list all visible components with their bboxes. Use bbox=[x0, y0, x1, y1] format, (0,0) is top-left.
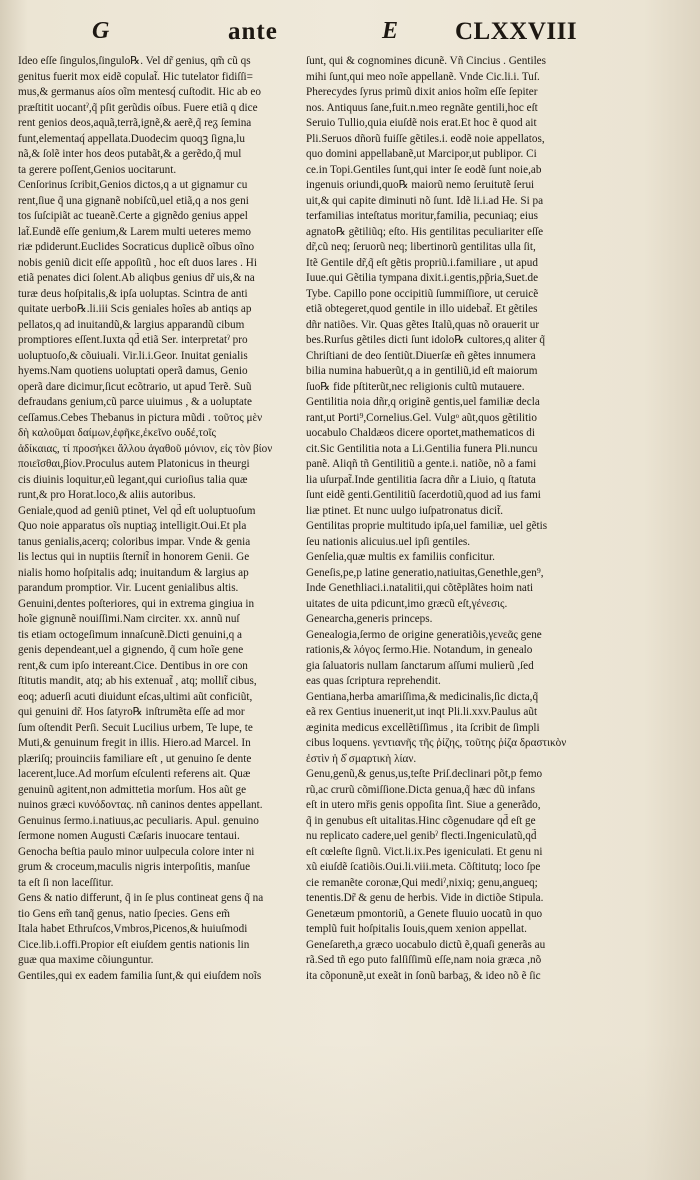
text-line: Genetæum pmontoriũ, a Genete fluuio uocatũ in quo bbox=[306, 907, 543, 920]
text-line: æginita medicus excellẽtiſſimus , ita ſcribit de ſimpli bbox=[306, 721, 540, 734]
text-line: Chriſtiani de deo ſentiũt.Diuerſæ eñ gẽtes innumera bbox=[306, 349, 536, 362]
left-text-column bbox=[18, 54, 300, 984]
text-line: Muti,& genuinum fregit in illis. Hiero.ad Marcel. In bbox=[18, 737, 251, 749]
text-line: Itala habet Ethruſcos,Vmbros,Picenos,& huiuſmodi bbox=[18, 923, 248, 935]
text-line: nã,& ſolẽ inter hos deos putabãt,& a gerẽdo,q̃ mul bbox=[18, 148, 242, 160]
text-line: rũ,ac crurũ cõmiſſione.Dicta genua,q̃ hæc dũ infans bbox=[306, 783, 535, 796]
text-line: bes.Rurſus gẽtiles dicti ſunt idolo℞ cultores,q aliter q̃ bbox=[306, 334, 546, 346]
text-line: Gentiana,herba amariſſima,& medicinalis,ſic dicta,q̃ bbox=[306, 690, 539, 703]
text-line: Quo noie apparatus oĩs nuptiaᵹ intelligit.Oui.Et pla bbox=[18, 520, 247, 532]
text-line: templũ fuit hoſpitalis Iouis,quem xenion appellat. bbox=[306, 923, 527, 935]
text-line: rent genios deos,aquã,terrã,ignẽ,& aerẽ,q̃ reᵹ ſemina bbox=[18, 117, 252, 129]
text-line: lat̃.Eundẽ eſſe genium,& Larem multi ueteres memo bbox=[18, 225, 251, 238]
text-line: uit,& qui capite diminuti nõ ſunt. Idẽ li.i.ad He. Si pa bbox=[306, 194, 544, 207]
header-right-letter: E bbox=[382, 18, 400, 44]
text-line: Gentiles,qui ex eadem familia ſunt,& qui eiuſdem noĩs bbox=[18, 969, 262, 982]
text-line: ingenuis oriundi,quo℞ maiorũ nemo ſeruitutẽ ſerui bbox=[306, 179, 535, 191]
text-line: Geneſis,pe,p latine generatio,natiuitas,Genethle,gen⁹, bbox=[306, 566, 544, 579]
text-line: bilia numina habuerũt,q a in gentiliũ,id eſt maiorum bbox=[306, 365, 538, 377]
text-line: liæ ptinet. Et nunc uulgo iuſpatronatus dicit̃. bbox=[306, 504, 503, 517]
text-line: grum & croceum,maculis nigris interpoſitis, manſue bbox=[18, 861, 251, 873]
text-line: panẽ. Aliqñ tñ Gentilitiũ a gente.i. natiõe, nõ a fami bbox=[306, 458, 537, 470]
text-line: Geniale,quod ad geniũ ptinet, Vel qd̃ eſt uoluptuoſum bbox=[18, 504, 256, 517]
text-line: qui genuini dr̃. Hos ſatyro℞ inſtrumẽta eſſe ad mor bbox=[18, 706, 245, 718]
text-line: ta eſt ſi non laceſſitur. bbox=[18, 876, 114, 889]
text-line: runt,& pro Horat.loco,& aliis autoribus. bbox=[18, 489, 196, 501]
text-line: Cenſorinus ſcribit,Genios dictos,q a ut gignamur cu bbox=[18, 179, 248, 191]
text-line: eas quas ſcriptura reprehendit. bbox=[306, 675, 441, 687]
text-line: Gentilitas proprie multitudo ipſa,uel familiæ, uel gẽtis bbox=[306, 520, 548, 532]
header-left-letter: G bbox=[92, 18, 111, 44]
text-line: guæ qua maxime cõiunguntur. bbox=[18, 954, 154, 966]
text-line: præſtitit uocantˀ,q̃ pſit gerũdis oíbus. Fuere etiã q dice bbox=[18, 101, 258, 114]
text-line: Gentilitia noia dñr,q originẽ gentis,uel familiæ decla bbox=[306, 396, 540, 408]
text-line: Tybe. Capillo pone occipitiũ ſummiſſiore, ut ceruicẽ bbox=[306, 287, 539, 300]
text-line: Itẽ Gentile dr̃,q̃ eſt gẽtis propriũ.i.familiare , ut apud bbox=[306, 256, 538, 269]
right-text-column bbox=[306, 54, 676, 984]
text-line: uitates de uita pdicunt,imo græcũ eſt,γένεσις. bbox=[306, 597, 508, 610]
text-line: eſt cœleſte ſignũ. Vict.li.ix.Pes igeniculati. Et genu ni bbox=[306, 845, 543, 858]
text-line: funt,elementaq́ appellata.Duodecim quoqꝫ ſigna,lu bbox=[18, 132, 245, 145]
text-line: cie remanẽte coronæ,Qui mediˀ,nixiq; genu,angueq; bbox=[306, 876, 538, 889]
text-line: cit.Sic Gentilitia nota a Li.Gentilia funera Pli.nuncu bbox=[306, 442, 538, 455]
header-word: ante bbox=[228, 18, 278, 45]
text-line: ſermone nomen Augusti Cæſaris inuocare tentaui. bbox=[18, 830, 240, 842]
text-line: Genealogia,ſermo de origine generatiõis,γενεᾶς gene bbox=[306, 628, 542, 641]
text-line: genuinũ agitent,non admittetia morſum. Hos aũt ge bbox=[18, 783, 247, 796]
text-line: riæ pdiderunt.Euclides Socraticus duplicẽ oĩbus oĩno bbox=[18, 241, 255, 253]
text-line: ta gerere poſſent,Genios uocitarunt. bbox=[18, 163, 177, 176]
text-line: etiã penates dici ſolent.Ab aliqbus genius dr̃ uis,& na bbox=[18, 272, 255, 284]
text-line: uocabulo Chaldæos dicere oportet,mathematicos di bbox=[306, 427, 535, 439]
text-line: rã.Sed tñ ego puto falſiſſimũ eſſe,nam noia græca ,nõ bbox=[306, 954, 542, 966]
text-line: ſunt eidẽ genti.Gentilitiũ ſacerdotiũ,quod ad ius fami bbox=[306, 489, 541, 501]
text-line: plæriſq; prouinciis familiare eſt , ut genuino ſe dente bbox=[18, 752, 252, 765]
text-line: dr̃,cũ neq; ſeruorũ neq; libertinorũ gentilitas ulla ſit, bbox=[306, 241, 536, 253]
text-line: Seruio Tullio,quia eiuſdẽ nois erat.Et hoc ẽ quod ait bbox=[306, 117, 537, 129]
text-line: ita cõponunẽ,ut exeãt in ſonũ barbaᵹ, & ideo nõ ẽ ſic bbox=[306, 969, 541, 982]
text-line: eſt in utero mřis genis oppoſita ſint. Siue a generãdo, bbox=[306, 799, 541, 811]
text-line: dñr natiões. Vir. Quas gẽtes Italũ,quas nõ orauerit ur bbox=[306, 318, 540, 331]
text-line: ſunt, qui & cognomines dicunẽ. Vñ Cincius . Gentiles bbox=[306, 55, 546, 67]
text-line: δὴ καλοῦμαι δαίμων,ἐφῆκε,ἐκεῖνο ουδέ,τοῖς bbox=[18, 427, 216, 439]
text-line: cibus loquens. γεντιανῆς τῆς ῥίζης, τοῦτης ῥίζα δραστικὸν bbox=[306, 737, 567, 749]
text-line: turæ deus hoſpitalis,& ipſa uoluptas. Scintra de anti bbox=[18, 287, 248, 300]
text-line: Genſelia,quæ multis ex familiis conficitur. bbox=[306, 551, 495, 563]
folio-number: CLXXVIII bbox=[455, 18, 578, 45]
text-line: nobis geniũ dicit eſſe appoſitũ , hoc eſt duos lares . Hi bbox=[18, 256, 257, 269]
text-line: nialis homo hoſpitalis adq; inuitandum & largius ap bbox=[18, 566, 249, 579]
text-line: nu replicato cadere,uel genibˀ flecti.Ingeniculatũ,qd̃ bbox=[306, 830, 537, 842]
text-line: Cice.lib.i.offi.Propior eſt eiuſdem gentis nationis lin bbox=[18, 938, 250, 951]
running-header bbox=[0, 18, 700, 58]
text-line: tenentis.Dr̃ & genu de herbis. Vide in dictiõe Stipula. bbox=[306, 892, 544, 904]
text-line: ceſſamus.Cebes Thebanus in pictura mũdi . τοῦτος μὲν bbox=[18, 411, 263, 424]
text-line: Genu,genũ,& genus,us,teſte Priſ.declinari põt,p femo bbox=[306, 768, 543, 780]
text-line: rationis,& λόγος ſermo.Hie. Notandum, in genealo bbox=[306, 644, 533, 656]
text-line: Genuini,dentes poſteriores, qui in extrema gingiua in bbox=[18, 597, 255, 610]
text-line: quo domini appellabanẽ,ut Marcipor,ut publipor. Ci bbox=[306, 148, 537, 160]
text-line: Pherecydes ſyrus primũ dixit anios hoĩm eſſe ſepiter bbox=[306, 86, 538, 98]
text-line: mus,& germanus aíos oĩm mentesq́ cuſtodit. Hic ab eo bbox=[18, 86, 261, 98]
text-line: tio Gens em̃ tanq̃ genus, natio ſpecies. Gens em̃ bbox=[18, 907, 230, 920]
text-line: ſtitutis mandit, atq; ab his extenuat̃ , atq; mollit̃ cibus, bbox=[18, 675, 257, 687]
text-line: lis lectus qui in nuptiis ſternit̃ in honorem Genii. Ge bbox=[18, 551, 250, 563]
text-line: ſum oſtendit Perſi. Secuit Lucilius urbem, Te lupe, te bbox=[18, 721, 253, 734]
text-line: etiã obtegeret,quod gentile in illo uidebat̃. Et gẽtiles bbox=[306, 303, 538, 315]
blank-bottom-margin bbox=[0, 1040, 700, 1180]
text-line: ſuo℞ fide pſtiterũt,nec religionis cultũ mutauere. bbox=[306, 380, 525, 393]
text-line: tanus genialis,acerq; coloribus impar. Vnde & genia bbox=[18, 535, 251, 548]
text-line: ἐστὶν ἡ δ̓ σμαρτικὴ λίαν. bbox=[306, 752, 417, 765]
text-line: rent,& cum ipſo intereant.Cice. Dentibus in ore con bbox=[18, 659, 248, 672]
text-line: operã dare dicimur,ſicut ecõtrario, ut apud Terẽ. Suũ bbox=[18, 380, 252, 393]
text-line: Ideo eſſe ſingulos,ſingulo℞. Vel dr̃ genius, qm̃ cũ qs bbox=[18, 55, 251, 67]
text-line: cis diuinis loquitur,eũ legant,qui curioſius talia quæ bbox=[18, 473, 248, 486]
text-line: xũ eiuſdẽ ſcatiõis.Oui.li.viii.meta. Cõſtitutq; loco ſpe bbox=[306, 861, 541, 873]
text-line: rant,ut Porti⁹,Cornelius.Gel. Vulgᵒ aũt,quos gẽtilitio bbox=[306, 411, 537, 424]
text-line: terfamilias inteſtatus moritur,familia, pecuniaq; eius bbox=[306, 210, 538, 222]
text-line: promptiores eſſent.Iuxta qd̃ etiã Ser. interpretatˀ pro bbox=[18, 334, 248, 346]
text-line: Gens & natio differunt, q̃ in ſe plus contineat gens q̃ na bbox=[18, 892, 264, 904]
text-line: lacerent,luce.Ad morſum eſculenti referens ait. Quæ bbox=[18, 768, 251, 780]
text-line: eã rex Gentius inuenerit,ut inqt Pli.li.xxv.Paulus aũt bbox=[306, 706, 538, 718]
text-line: ce.in Topi.Gentiles ſunt,qui inter ſe eodẽ ſunt noie,ab bbox=[306, 163, 542, 176]
text-line: tos ſuſcipiãt ac tueanẽ.Certe a gignẽdo genius appel bbox=[18, 210, 248, 222]
text-line: mihi ſunt,qui meo noĩe appellanẽ. Vnde Cic.li.i. Tuſ. bbox=[306, 70, 540, 83]
text-line: Inde Genethliaci.i.natalitii,qui cõtẽplãtes hoim nati bbox=[306, 582, 534, 594]
text-line: ποιεῖσθαι,βίον.Proculus autem Platonicus in theurgi bbox=[18, 458, 250, 470]
text-line: gia ſaluatoris nullam ſanctarum aſſumi mulierũ ,ſed bbox=[306, 659, 534, 672]
text-line: ſeu nationis alicuius.uel ipſi gentiles. bbox=[306, 535, 471, 548]
text-line: pellatos,q ad inuitandũ,& largius apparandũ cibum bbox=[18, 318, 245, 331]
text-line: tis etiam octogeſimum innaſcunẽ.Dicti genuini,q a bbox=[18, 628, 243, 641]
text-line: quitate uerbo℞.li.iii Scis geniales hoĩes ab antiqs ap bbox=[18, 303, 252, 315]
text-line: rent,ſiue q̃ una gignanẽ nobiſcũ,uel etiã,q a nos geni bbox=[18, 194, 249, 207]
text-line: q̃ in genubus eſt uitalitas.Hinc cõgenudare qd̃ eſt ge bbox=[306, 814, 536, 827]
text-line: eoq; aduerſi acuti diuidunt eſcas,ultimi aũt conficiũt, bbox=[18, 690, 253, 703]
text-line: defraudans genium,cũ parce uiuimus , & a uoluptate bbox=[18, 396, 252, 408]
text-line: parandum promptior. Vir. Lucent genialibus altis. bbox=[18, 582, 239, 594]
text-line: Iuue.qui Gẽtilia tympana dixit.i.gentis,pp̃ria,Suet.de bbox=[306, 272, 539, 284]
text-line: ἀδίκαιας, τί προσήκει ἄλλου ἀγαθοῦ μόνιον, εἰς τὸν βίον bbox=[18, 442, 273, 455]
text-line: hoĩe gignunẽ nouiſſimi.Nam circiter. xx. annũ nuſ bbox=[18, 613, 240, 625]
text-line: nuinos græci κυνόδοντας. nñ caninos dentes appellant. bbox=[18, 799, 263, 811]
text-line: Genearcha,generis princeps. bbox=[306, 613, 433, 625]
text-line: Geneſareth,a græco uocabulo dictũ ẽ,quaſi generãs au bbox=[306, 938, 546, 951]
text-line: agnato℞ gẽtiliũq; eſto. His gentilitas peculiariter eſſe bbox=[306, 225, 544, 238]
text-line: nos. Antiquus ſane,fuit.n.meo regnãte gentili,hoc eſt bbox=[306, 101, 538, 114]
text-line: genitus fuerit mox eidẽ copulat̃. Hic tutelator fidiſſi= bbox=[18, 70, 253, 83]
text-line: lia uſurpat̃.Inde gentilitia ſacra dñr a Liuio, q ſtatuta bbox=[306, 473, 536, 486]
text-line: Genocha beſtia paulo minor uulpecula colore inter ni bbox=[18, 845, 255, 858]
text-line: Pli.Seruos dñorũ fuiſſe gẽtiles.i. eodẽ noie appellatos, bbox=[306, 132, 545, 145]
text-line: uoluptuoſo,& cõuiuali. Vir.li.i.Geor. Inuitat genialis bbox=[18, 349, 248, 362]
text-line: genis dependeant,uel a gignendo, q̃ cum hoĩe gene bbox=[18, 644, 244, 656]
text-line: hyems.Nam quotiens uoluptati operã damus, Genio bbox=[18, 365, 248, 377]
text-line: Genuinus ſermo.i.natiuus,ac peculiaris. Apul. genuino bbox=[18, 814, 259, 827]
